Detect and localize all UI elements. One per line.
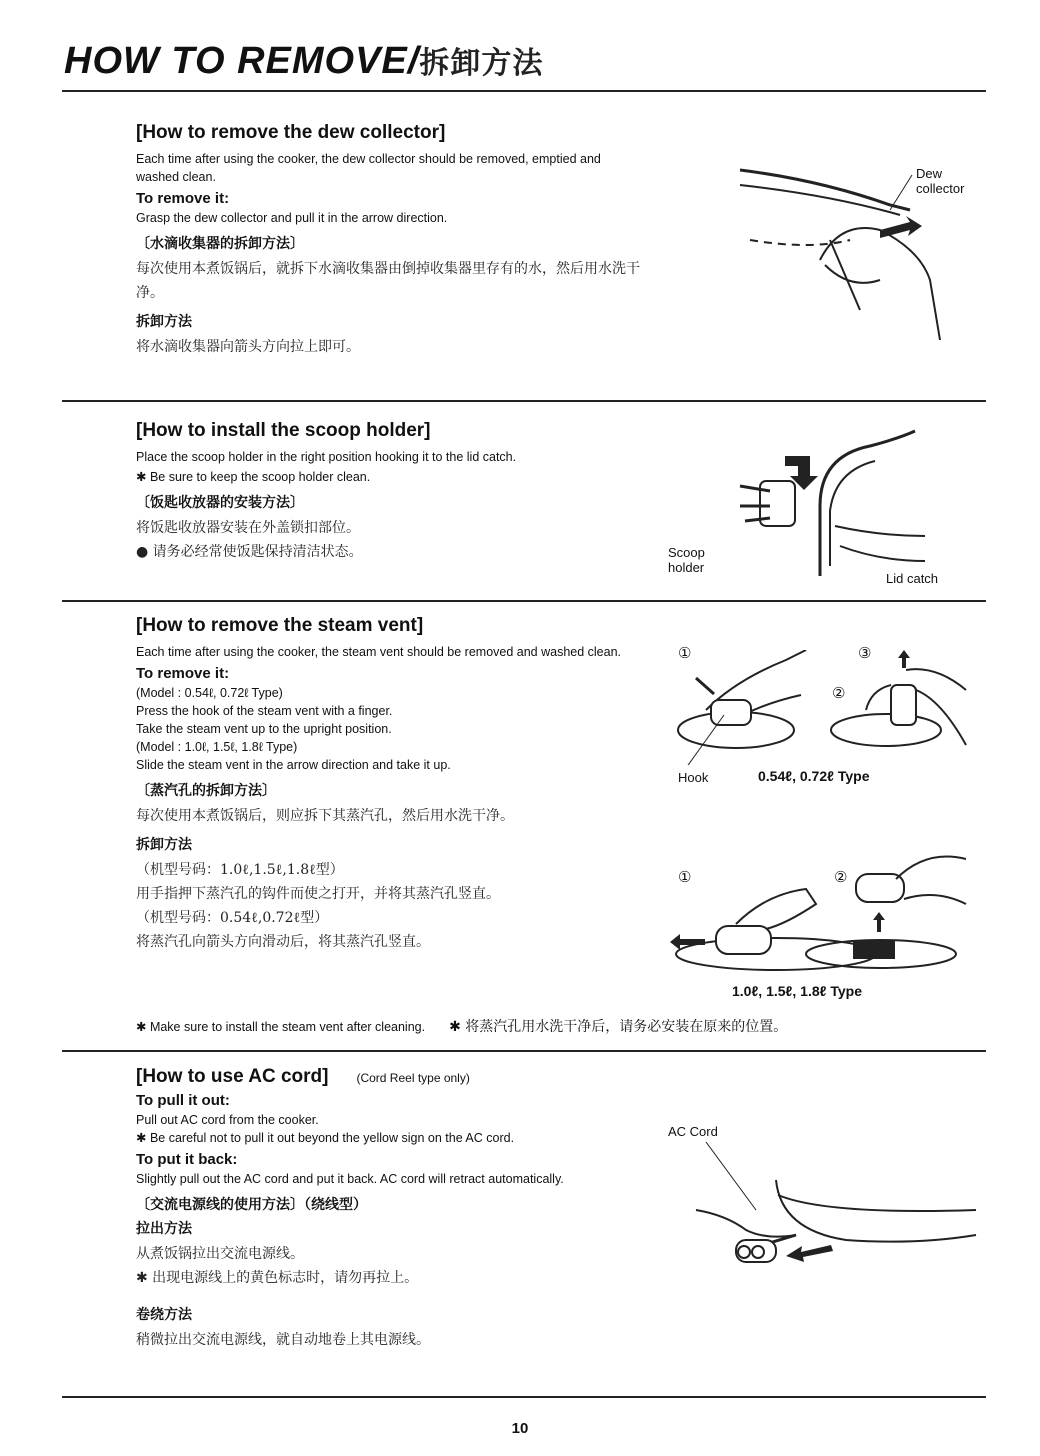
heading-text: [How to use AC cord]	[136, 1066, 329, 1087]
zh-paragraph: 稍微拉出交流电源线，就自动地卷上其电源线。	[136, 1332, 430, 1348]
zh-paragraph: 将蒸汽孔向箭头方向滑动后，将其蒸汽孔竖直。	[136, 934, 430, 950]
model-note: (Model : 0.54ℓ, 0.72ℓ Type)	[136, 686, 283, 700]
model-note: (Model : 1.0ℓ, 1.5ℓ, 1.8ℓ Type)	[136, 740, 298, 754]
divider	[62, 600, 986, 602]
subheading: To pull it out:	[136, 1092, 230, 1109]
zh-subheading: 拆卸方法	[136, 314, 192, 330]
scoop-holder-label: Scoop holder	[668, 545, 705, 575]
steam-vent-illustration-large	[666, 844, 976, 974]
paragraph: Slide the steam vent in the arrow direction and take it up.	[136, 758, 451, 772]
lid-catch-label: Lid catch	[886, 571, 939, 586]
title-zh: 拆卸方法	[419, 46, 544, 81]
page-title	[64, 40, 543, 83]
zh-model-note: （机型号码：1.0ℓ,1.5ℓ,1.8ℓ型）	[136, 862, 344, 878]
ac-cord-section	[136, 1066, 646, 1352]
section-heading: [How to remove the dew collector]	[136, 122, 446, 143]
paragraph: Press the hook of the steam vent with a finger.	[136, 704, 393, 718]
zh-heading: 〔水滴收集器的拆卸方法〕	[136, 236, 304, 252]
paragraph: Pull out AC cord from the cooker.	[136, 1113, 319, 1127]
zh-paragraph: 从煮饭锅拉出交流电源线。	[136, 1246, 304, 1262]
zh-paragraph: 每次使用本煮饭锅后，就拆下水滴收集器由倒掉收集器里存有的水，然后用水洗干净。	[136, 261, 640, 301]
paragraph: Take the steam vent up to the upright position.	[136, 722, 392, 736]
type-label: 0.54ℓ, 0.72ℓ Type	[758, 768, 870, 784]
title-en: HOW TO REMOVE/	[64, 40, 420, 82]
divider	[62, 90, 986, 92]
zh-heading: 〔饭匙收放器的安装方法〕	[136, 495, 304, 511]
dew-collector-label: Dew collector	[916, 166, 965, 196]
zh-heading: 〔蒸汽孔的拆卸方法〕	[136, 783, 276, 799]
section-heading: [How to remove the steam vent]	[136, 615, 424, 636]
divider	[62, 400, 986, 402]
heading-note: (Cord Reel type only)	[356, 1071, 470, 1085]
paragraph: Slightly pull out the AC cord and put it back. AC cord will retract automatically.	[136, 1172, 564, 1186]
zh-paragraph: ✱ 出现电源线上的黄色标志时，请勿再拉上。	[136, 1270, 419, 1286]
page-number: 10	[511, 1420, 529, 1437]
paragraph: ✱ Be sure to keep the scoop holder clean.	[136, 470, 371, 484]
zh-subheading: 拉出方法	[136, 1221, 192, 1237]
scoop-holder-illustration	[730, 426, 930, 586]
step-number: ②	[832, 685, 846, 702]
paragraph: Each time after using the cooker, the steam vent should be removed and washed clean.	[136, 645, 622, 659]
zh-paragraph: 用手指押下蒸汽孔的钩件而使之打开，并将其蒸汽孔竖直。	[136, 886, 500, 902]
step-number: ②	[834, 869, 848, 886]
paragraph: Place the scoop holder in the right position hooking it to the lid catch.	[136, 450, 517, 464]
zh-subheading: 拆卸方法	[136, 837, 192, 853]
type-label: 1.0ℓ, 1.5ℓ, 1.8ℓ Type	[732, 983, 862, 999]
section-heading	[136, 1066, 646, 1088]
hook-label: Hook	[678, 770, 709, 785]
zh-paragraph: 将水滴收集器向箭头方向拉上即可。	[136, 339, 360, 355]
step-number: ①	[678, 645, 692, 662]
zh-paragraph: ● 请务必经常使饭匙保持清洁状态。	[136, 544, 363, 560]
zh-heading: 〔交流电源线的使用方法〕（绕线型）	[136, 1197, 367, 1213]
note-zh: ✱ 将蒸汽孔用水洗干净后，请务必安装在原来的位置。	[449, 1019, 788, 1035]
note-en: ✱ Make sure to install the steam vent after cleaning.	[136, 1020, 426, 1034]
steam-vent-note	[136, 1016, 986, 1036]
subheading: To remove it:	[136, 665, 230, 682]
scoop-holder-section	[136, 420, 646, 564]
paragraph: ✱ Be careful not to pull it out beyond the yellow sign on the AC cord.	[136, 1131, 515, 1145]
divider	[62, 1396, 986, 1398]
dew-collector-section	[136, 122, 646, 359]
zh-subheading: 卷绕方法	[136, 1307, 192, 1323]
divider	[62, 1050, 986, 1052]
steam-vent-section	[136, 615, 646, 954]
ac-cord-illustration	[686, 1140, 986, 1280]
ac-cord-label: AC Cord	[668, 1124, 718, 1139]
paragraph: Grasp the dew collector and pull it in the arrow direction.	[136, 211, 448, 225]
subheading: To remove it:	[136, 190, 230, 207]
step-number: ③	[858, 645, 872, 662]
subheading: To put it back:	[136, 1151, 238, 1168]
section-heading: [How to install the scoop holder]	[136, 420, 431, 441]
paragraph: Each time after using the cooker, the dew collector should be removed, emptied and washed clean.	[136, 152, 601, 184]
zh-model-note: （机型号码：0.54ℓ,0.72ℓ型）	[136, 910, 329, 926]
zh-paragraph: 将饭匙收放器安装在外盖锁扣部位。	[136, 520, 360, 536]
steam-vent-illustration-small	[676, 650, 976, 765]
zh-paragraph: 每次使用本煮饭锅后，则应拆下其蒸汽孔，然后用水洗干净。	[136, 808, 514, 824]
step-number: ①	[678, 869, 692, 886]
